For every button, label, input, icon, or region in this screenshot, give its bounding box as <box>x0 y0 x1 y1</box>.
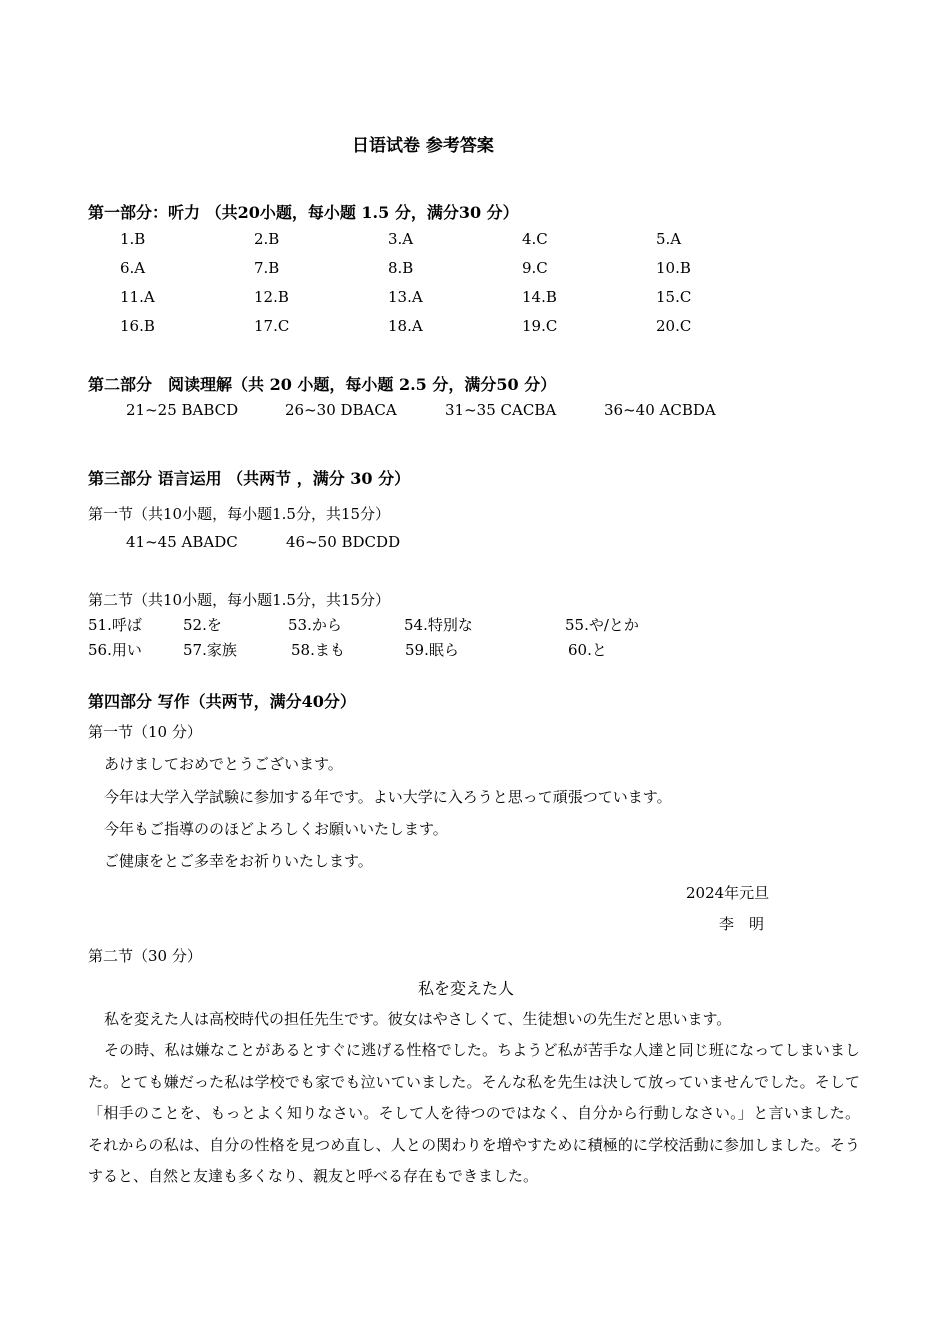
letter-line: あけましておめでとうございます。 <box>104 755 343 773</box>
answer-item: 9.C <box>522 259 548 277</box>
essay-paragraph: その時、私は嫌なことがあるとすぐに逃げる性格でした。ちようど私が苦手な人達と同じ班になってしまいました。とても嫌だった私は学校でも家でも泣いていました。そんな私を先生は決して放っていませんでした。そして「相手のことを、もっとよく知りなさい。そして人を待つのではなく、自分から行動しなさい。」と言いました。それからの私は、自分の性格を見つめ直し、人との関わりを増やすために積極的に学校活動に参加しました。そうすると、自然と友達も多くなり、親友と呼べる存在もできました。 <box>88 1041 860 1185</box>
answer-item: 1.B <box>120 230 146 248</box>
answer-item: 12.B <box>254 288 289 306</box>
answer-item: 15.C <box>656 288 692 306</box>
letter-line: 今年もご指導ののほどよろしくお願いいたします。 <box>104 820 448 838</box>
answer-group: 31~35 CACBA <box>445 401 557 419</box>
answer-item: 51.呼ば <box>88 616 142 634</box>
answer-item: 5.A <box>656 230 682 248</box>
letter-line: 今年は大学入学試験に参加する年です。よい大学に入ろうと思って頑張つています。 <box>104 788 672 806</box>
answer-item: 14.B <box>522 288 557 306</box>
answer-item: 60.と <box>568 641 607 659</box>
answer-item: 2.B <box>254 230 280 248</box>
part3-section2-heading: 第二节（共10小题，每小题1.5分，共15分） <box>88 591 391 609</box>
answer-item: 58.まも <box>291 641 345 659</box>
answer-item: 19.C <box>522 317 558 335</box>
answer-item: 3.A <box>388 230 414 248</box>
letter-date: 2024年元旦 <box>686 884 770 902</box>
answer-group: 41~45 ABADC <box>126 533 238 551</box>
answer-item: 7.B <box>254 259 280 277</box>
answer-item: 17.C <box>254 317 290 335</box>
answer-item: 59.眠ら <box>405 641 459 659</box>
page-title: 日语试卷 参考答案 <box>352 136 494 156</box>
answer-group: 26~30 DBACA <box>285 401 397 419</box>
answer-item: 10.B <box>656 259 691 277</box>
answer-item: 18.A <box>388 317 423 335</box>
part3-section1-heading: 第一节（共10小题，每小题1.5分，共15分） <box>88 505 391 523</box>
part2-heading: 第二部分 阅读理解（共 20 小题，每小题 2.5 分，满分50 分） <box>88 375 557 394</box>
answer-item: 55.や/とか <box>565 616 639 634</box>
letter-line: ご健康をとご多幸をお祈りいたします。 <box>104 852 373 870</box>
answer-group: 36~40 ACBDA <box>604 401 716 419</box>
answer-item: 53.から <box>288 616 342 634</box>
answer-item: 56.用い <box>88 641 142 659</box>
answer-item: 8.B <box>388 259 414 277</box>
answer-item: 16.B <box>120 317 155 335</box>
answer-item: 20.C <box>656 317 692 335</box>
answer-item: 54.特別な <box>404 616 473 634</box>
part4-heading: 第四部分 写作（共两节，满分40分） <box>88 692 356 711</box>
letter-signature: 李 明 <box>719 915 765 933</box>
part3-heading: 第三部分 语言运用 （共两节 ，满分 30 分） <box>88 469 411 488</box>
answer-item: 11.A <box>120 288 155 306</box>
answer-item: 52.を <box>183 616 222 634</box>
answer-item: 13.A <box>388 288 423 306</box>
answer-group: 21~25 BABCD <box>126 401 239 419</box>
part1-heading: 第一部分：听力 （共20小题，每小题 1.5 分，满分30 分） <box>88 203 519 222</box>
part4-section2-heading: 第二节（30 分） <box>88 947 202 965</box>
essay-title: 私を変えた人 <box>418 979 515 998</box>
answer-item: 57.家族 <box>183 641 237 659</box>
essay-paragraph: 私を変えた人は高校時代の担任先生です。彼女はやさしくて、生徒想いの先生だと思います。 <box>104 1010 732 1028</box>
part4-section1-heading: 第一节（10 分） <box>88 723 202 741</box>
answer-group: 46~50 BDCDD <box>286 533 401 551</box>
answer-item: 6.A <box>120 259 146 277</box>
answer-item: 4.C <box>522 230 548 248</box>
